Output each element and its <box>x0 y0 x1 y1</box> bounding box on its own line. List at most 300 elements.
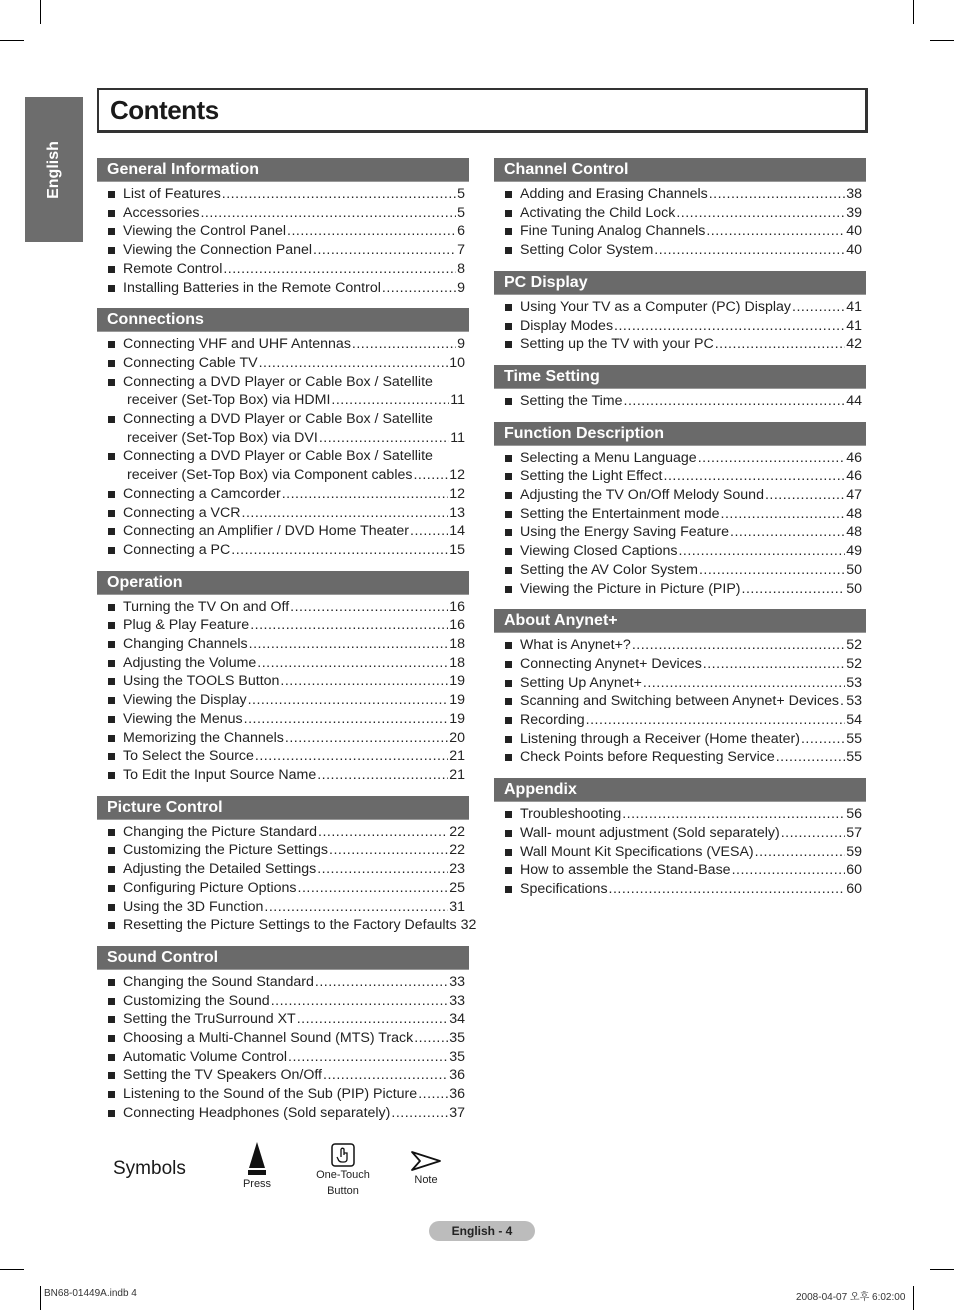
toc-entry-title: Plug & Play Feature <box>123 617 250 634</box>
toc-page-number: 16 <box>449 617 465 634</box>
toc-entry[interactable] <box>97 992 469 1011</box>
toc-entry-title: To Edit the Input Source Name <box>123 766 317 783</box>
toc-entry[interactable] <box>97 1010 469 1029</box>
dot-leader <box>280 672 448 691</box>
toc-entry[interactable] <box>494 241 866 260</box>
toc-entry-title: Viewing Closed Captions <box>520 543 678 560</box>
dot-leader <box>257 654 448 673</box>
toc-entry[interactable] <box>97 729 469 748</box>
toc-entry-title: Using the Energy Saving Feature <box>520 524 729 541</box>
dot-leader <box>297 1010 449 1029</box>
toc-entry[interactable] <box>494 636 866 655</box>
toc-entry[interactable] <box>494 204 866 223</box>
toc-entry[interactable] <box>97 747 469 766</box>
toc-page-number: 56 <box>846 806 862 823</box>
toc-entry[interactable] <box>494 392 866 411</box>
toc-entry-title: Remote Control <box>123 260 223 277</box>
toc-entry[interactable] <box>494 711 866 730</box>
page-title: Contents <box>110 95 219 125</box>
toc-page-number: 13 <box>449 504 465 521</box>
dot-leader <box>244 710 449 729</box>
toc-entry-title: Changing the Sound Standard <box>123 973 314 990</box>
toc-entry-title: Connecting a DVD Player or Cable Box / Satellite <box>123 448 433 465</box>
toc-entry[interactable] <box>494 222 866 241</box>
toc-entry-title: Memorizing the Channels <box>123 729 284 746</box>
toc-entry[interactable] <box>97 222 469 241</box>
toc-entry-title: Setting the TruSurround XT <box>123 1011 296 1028</box>
toc-page-number: 14 <box>449 523 465 540</box>
toc-entry[interactable] <box>97 710 469 729</box>
toc-entry[interactable] <box>97 354 469 373</box>
toc-entry-title: Customizing the Picture Settings <box>123 842 329 859</box>
toc-entry[interactable] <box>494 805 866 824</box>
page-number-badge: English - 4 <box>429 1221 535 1241</box>
toc-entry-title: Connecting a DVD Player or Cable Box / Satellite <box>123 373 433 390</box>
toc-list <box>97 598 469 785</box>
dot-leader <box>586 711 846 730</box>
crop-mark <box>40 1286 41 1310</box>
dot-leader <box>249 635 449 654</box>
dot-leader <box>715 335 845 354</box>
dot-leader <box>664 467 846 486</box>
toc-entry-title: Turning the TV On and Off <box>123 598 290 615</box>
toc-page-number: 15 <box>449 541 465 558</box>
dot-leader <box>410 522 448 541</box>
toc-page-number: 52 <box>846 637 862 654</box>
dot-leader <box>313 241 456 260</box>
toc-page-number: 19 <box>449 673 465 690</box>
toc-entry[interactable] <box>494 486 866 505</box>
dot-leader <box>742 580 846 599</box>
toc-entry-title: Viewing the Control Panel <box>123 223 286 240</box>
toc-entry-title-cont: receiver (Set-Top Box) via HDMI <box>127 392 331 409</box>
toc-entry-title: Adding and Erasing Channels <box>520 186 708 202</box>
toc-entry-title: Check Points before Requesting Service <box>520 749 775 766</box>
dot-leader <box>248 691 449 710</box>
toc-page-number: 33 <box>449 973 465 990</box>
dot-leader <box>323 1066 448 1085</box>
dot-leader <box>317 766 448 785</box>
toc-list <box>494 805 866 899</box>
toc-page-number: 46 <box>846 468 862 485</box>
toc-page-number: 37 <box>449 1104 465 1121</box>
toc-entry-title: How to assemble the Stand-Base <box>520 862 731 879</box>
toc-entry-title: Wall Mount Kit Specifications (VESA) <box>520 843 754 860</box>
toc-page-number: 10 <box>449 354 465 371</box>
toc-entry-title: Connecting a Camcorder <box>123 485 281 502</box>
dot-leader <box>382 279 456 298</box>
toc-entry-title: Specifications <box>520 880 608 897</box>
dot-leader <box>703 655 845 674</box>
toc-entry-title: Fine Tuning Analog Channels <box>520 223 706 240</box>
toc-entry-title: Setting the AV Color System <box>520 561 698 578</box>
side-tab-label: English <box>45 140 62 199</box>
toc-page-number: 35 <box>449 1030 465 1047</box>
toc-entry[interactable] <box>494 861 866 880</box>
dot-leader <box>331 391 449 410</box>
dot-leader <box>288 1048 448 1067</box>
toc-page-number: 21 <box>449 766 465 783</box>
toc-section <box>494 778 866 899</box>
toc-entry[interactable] <box>494 880 866 899</box>
toc-entry-title: Connecting a DVD Player or Cable Box / Satellite <box>123 411 433 428</box>
toc-page-number: 6 <box>457 223 465 240</box>
toc-page-number: 42 <box>846 336 862 353</box>
toc-page-number: 50 <box>846 580 862 597</box>
toc-page-number: 7 <box>457 242 465 259</box>
toc-page-number: 11 <box>450 392 465 409</box>
toc-page-number: 34 <box>449 1011 465 1028</box>
toc-entry-title: Setting Color System <box>520 242 654 259</box>
toc-entry-title: Using the 3D Function <box>123 898 264 915</box>
toc-section <box>494 422 866 599</box>
toc-page-number: 53 <box>846 693 862 710</box>
toc-entry-title: Listening to the Sound of the Sub (PIP) Picture <box>123 1086 418 1103</box>
toc-page-number: 41 <box>846 298 862 315</box>
dot-leader <box>414 1029 448 1048</box>
dot-leader <box>285 729 448 748</box>
section-header: Channel Control <box>494 158 866 182</box>
toc-entry-title: Connecting Cable TV <box>123 354 258 371</box>
toc-entry-title: Using the TOOLS Button <box>123 673 280 690</box>
toc-page-number: 19 <box>449 692 465 709</box>
section-header: Appendix <box>494 778 866 802</box>
symbol-press <box>236 1142 278 1190</box>
toc-page-number: 20 <box>449 729 465 746</box>
toc-entry[interactable] <box>97 1048 469 1067</box>
toc-section <box>97 946 469 1123</box>
toc-entry-title: Wall- mount adjustment (Sold separately) <box>520 824 780 841</box>
toc-page-number: 23 <box>449 861 465 878</box>
note-label: Note <box>414 1174 438 1186</box>
toc-entry[interactable] <box>494 824 866 843</box>
language-side-tab <box>25 97 83 242</box>
toc-entry-title: Changing the Picture Standard <box>123 823 318 840</box>
toc-entry[interactable] <box>97 260 469 279</box>
toc-entry[interactable] <box>97 410 469 447</box>
dot-leader <box>678 542 845 561</box>
toc-page-number: 22 <box>449 842 465 859</box>
toc-page-number: 12 <box>449 467 465 484</box>
dot-leader <box>776 748 845 767</box>
toc-page-number: 39 <box>846 204 862 221</box>
toc-entry[interactable] <box>97 1085 469 1104</box>
dot-leader <box>732 861 846 880</box>
dot-leader <box>250 616 448 635</box>
toc-entry[interactable] <box>97 598 469 617</box>
toc-entry[interactable] <box>97 185 469 204</box>
toc-page-number: 5 <box>457 204 465 221</box>
dot-leader <box>792 298 845 317</box>
toc-entry[interactable] <box>97 823 469 842</box>
toc-entry[interactable] <box>97 616 469 635</box>
file-info: BN68-01449A.indb 4 <box>44 1288 137 1299</box>
toc-entry[interactable] <box>97 241 469 260</box>
toc-entry-title: Setting the Entertainment mode <box>520 505 720 522</box>
toc-page-number: 11 <box>450 429 465 446</box>
dot-leader <box>622 805 845 824</box>
toc-entry[interactable] <box>494 523 866 542</box>
dot-leader <box>730 523 845 542</box>
toc-entry[interactable] <box>494 655 866 674</box>
toc-entry-title: Setting Up Anynet+ <box>520 674 642 691</box>
toc-entry[interactable] <box>494 580 866 599</box>
toc-entry-title: Selecting a Menu Language <box>520 449 697 466</box>
dot-leader <box>298 879 449 898</box>
toc-entry-title: Choosing a Multi-Channel Sound (MTS) Track <box>123 1030 414 1047</box>
dot-leader <box>418 1085 448 1104</box>
dot-leader <box>223 260 456 279</box>
dot-leader <box>801 730 845 749</box>
toc-page-number: 54 <box>846 712 862 729</box>
toc-list <box>97 335 469 559</box>
toc-entry[interactable] <box>97 504 469 523</box>
dot-leader <box>222 185 456 204</box>
toc-page-number: 32 <box>460 917 477 934</box>
toc-list <box>494 298 866 354</box>
toc-entry-title: Viewing the Menus <box>123 710 243 727</box>
crop-mark <box>930 1269 954 1270</box>
toc-entry[interactable] <box>97 522 469 541</box>
crop-mark <box>40 0 41 24</box>
toc-section <box>97 796 477 935</box>
section-header: Time Setting <box>494 365 866 389</box>
toc-entry[interactable] <box>494 505 866 524</box>
toc-entry[interactable] <box>97 279 469 298</box>
toc-entry-title: Setting the Time <box>520 392 623 409</box>
toc-page-number: 48 <box>846 505 862 522</box>
dot-leader <box>709 185 845 204</box>
toc-entry[interactable] <box>494 843 866 862</box>
toc-page-number: 33 <box>449 992 465 1009</box>
toc-entry-title: What is Anynet+? <box>520 637 631 654</box>
dot-leader <box>676 204 845 223</box>
toc-entry-title: Accessories <box>123 204 200 221</box>
one-touch-label-2: Button <box>327 1185 359 1197</box>
toc-entry[interactable] <box>494 730 866 749</box>
dot-leader <box>632 636 845 655</box>
toc-entry[interactable] <box>494 748 866 767</box>
dot-leader <box>840 692 845 711</box>
toc-list <box>97 185 469 297</box>
dot-leader <box>609 880 846 899</box>
dot-leader <box>317 860 448 879</box>
toc-entry[interactable] <box>97 898 469 917</box>
toc-entry[interactable] <box>97 879 469 898</box>
toc-page-number: 55 <box>846 730 862 747</box>
crop-mark <box>930 40 954 41</box>
dot-leader <box>765 486 845 505</box>
toc-entry-title: Setting up the TV with your PC <box>520 336 714 353</box>
toc-entry-title: To Select the Source <box>123 748 254 765</box>
toc-page-number: 36 <box>449 1086 465 1103</box>
section-header: About Anynet+ <box>494 609 866 633</box>
toc-entry[interactable] <box>97 485 469 504</box>
toc-entry-title: Connecting a PC <box>123 541 231 558</box>
toc-page-number: 50 <box>846 561 862 578</box>
print-timestamp: 2008-04-07 오후 6:02:00 <box>796 1292 906 1303</box>
toc-page-number: 18 <box>449 654 465 671</box>
dot-leader <box>290 598 448 617</box>
note-arrow-icon <box>410 1150 442 1172</box>
section-header: Connections <box>97 308 469 332</box>
toc-page-number: 8 <box>457 260 465 277</box>
right-column <box>494 158 866 910</box>
toc-page-number: 41 <box>846 317 862 334</box>
toc-entry[interactable] <box>494 449 866 468</box>
toc-entry-title: Display Modes <box>520 317 614 334</box>
toc-entry-title: Activating the Child Lock <box>520 204 676 221</box>
dot-leader <box>271 992 449 1011</box>
toc-page-number: 48 <box>846 524 862 541</box>
toc-page-number: 60 <box>846 880 862 897</box>
toc-entry[interactable] <box>494 561 866 580</box>
crop-mark <box>0 1269 24 1270</box>
dot-leader <box>329 841 448 860</box>
toc-entry[interactable] <box>494 542 866 561</box>
dot-leader <box>654 241 845 260</box>
toc-list <box>97 823 477 935</box>
dot-leader <box>318 823 448 842</box>
toc-entry[interactable] <box>494 317 866 336</box>
press-icon <box>246 1142 268 1176</box>
toc-entry[interactable] <box>494 298 866 317</box>
toc-page-number: 22 <box>449 823 465 840</box>
one-touch-label-1: One-Touch <box>316 1169 370 1181</box>
toc-entry-title: Resetting the Picture Settings to the Factory Defaults <box>123 917 457 934</box>
toc-page-number: 31 <box>449 898 465 915</box>
toc-entry-title: Viewing the Connection Panel <box>123 242 313 259</box>
toc-page-number: 46 <box>846 449 862 466</box>
toc-section <box>97 308 469 559</box>
toc-entry[interactable] <box>97 1029 469 1048</box>
dot-leader <box>699 561 845 580</box>
crop-mark <box>913 0 914 24</box>
toc-entry-title: Setting the TV Speakers On/Off <box>123 1067 322 1084</box>
dot-leader <box>242 504 449 523</box>
section-header: Function Description <box>494 422 866 446</box>
toc-page-number: 25 <box>449 879 465 896</box>
dot-leader <box>721 505 846 524</box>
toc-entry-title-cont: receiver (Set-Top Box) via Component cables <box>127 467 413 484</box>
dot-leader <box>315 973 448 992</box>
dot-leader <box>391 1104 448 1123</box>
toc-entry-title: Connecting VHF and UHF Antennas <box>123 336 351 353</box>
toc-entry-title: Listening through a Receiver (Home theater) <box>520 730 800 747</box>
toc-entry[interactable] <box>97 335 469 354</box>
dot-leader <box>319 429 449 448</box>
toc-entry[interactable] <box>97 973 469 992</box>
toc-entry[interactable] <box>97 635 469 654</box>
toc-entry[interactable] <box>97 916 477 935</box>
toc-page-number: 47 <box>846 487 862 504</box>
section-header: Operation <box>97 571 469 595</box>
toc-entry[interactable] <box>97 373 469 410</box>
toc-entry-title: Using Your TV as a Computer (PC) Display <box>520 298 791 315</box>
toc-page-number: 5 <box>457 186 465 202</box>
toc-entry[interactable] <box>494 692 866 711</box>
toc-page-number: 40 <box>846 223 862 240</box>
toc-entry-title: Viewing the Picture in Picture (PIP) <box>520 580 741 597</box>
toc-section <box>494 609 866 767</box>
toc-entry-title: Recording <box>520 712 585 729</box>
toc-entry[interactable] <box>97 447 469 484</box>
toc-page-number: 21 <box>449 748 465 765</box>
toc-entry-title: Adjusting the Volume <box>123 654 257 671</box>
toc-page-number: 40 <box>846 242 862 259</box>
dot-leader <box>352 335 456 354</box>
toc-entry[interactable] <box>494 335 866 354</box>
toc-page-number: 12 <box>449 485 465 502</box>
section-header: Sound Control <box>97 946 469 970</box>
dot-leader <box>264 898 448 917</box>
dot-leader <box>698 449 846 468</box>
dot-leader <box>259 354 449 373</box>
toc-entry[interactable] <box>494 674 866 693</box>
toc-entry[interactable] <box>97 691 469 710</box>
dot-leader <box>614 317 845 336</box>
toc-entry[interactable] <box>97 1066 469 1085</box>
toc-entry-title: Connecting Headphones (Sold separately) <box>123 1104 391 1121</box>
symbol-one-touch <box>310 1143 376 1197</box>
section-header: Picture Control <box>97 796 469 820</box>
toc-entry[interactable] <box>494 185 866 204</box>
toc-page-number: 53 <box>846 674 862 691</box>
toc-page-number: 44 <box>846 392 862 409</box>
dot-leader <box>706 222 845 241</box>
toc-page-number: 9 <box>457 279 465 296</box>
toc-entry-title: Connecting Anynet+ Devices <box>520 655 702 672</box>
toc-page-number: 55 <box>846 749 862 766</box>
toc-page-number: 36 <box>449 1067 465 1084</box>
dot-leader <box>287 222 456 241</box>
toc-entry[interactable] <box>97 672 469 691</box>
toc-list <box>494 392 866 411</box>
toc-page-number: 19 <box>449 710 465 727</box>
toc-entry[interactable] <box>97 541 469 560</box>
toc-page-number: 49 <box>846 543 862 560</box>
toc-page-number: 57 <box>846 824 862 841</box>
title-box <box>97 88 868 133</box>
dot-leader <box>624 392 846 411</box>
toc-section <box>97 158 469 297</box>
toc-entry[interactable] <box>97 766 469 785</box>
toc-entry[interactable] <box>97 1104 469 1123</box>
toc-page-number: 16 <box>449 598 465 615</box>
toc-entry[interactable] <box>97 654 469 673</box>
toc-entry[interactable] <box>97 204 469 223</box>
one-touch-button-icon <box>331 1143 355 1167</box>
dot-leader <box>200 204 456 223</box>
symbols-label: Symbols <box>113 1158 186 1179</box>
toc-entry[interactable] <box>97 841 469 860</box>
toc-entry-title: Scanning and Switching between Anynet+ Devices <box>520 693 840 710</box>
toc-entry-title-cont: receiver (Set-Top Box) via DVI <box>127 429 318 446</box>
dot-leader <box>231 541 448 560</box>
toc-page-number: 18 <box>449 636 465 653</box>
dot-leader <box>643 674 845 693</box>
toc-entry[interactable] <box>494 467 866 486</box>
toc-page-number: 59 <box>846 843 862 860</box>
toc-entry-title: Installing Batteries in the Remote Control <box>123 279 381 296</box>
dot-leader <box>282 485 449 504</box>
section-header: General Information <box>97 158 469 182</box>
toc-entry[interactable] <box>97 860 469 879</box>
dot-leader <box>755 843 846 862</box>
symbol-note <box>404 1150 448 1186</box>
toc-list <box>494 185 866 260</box>
toc-page-number: 35 <box>449 1048 465 1065</box>
